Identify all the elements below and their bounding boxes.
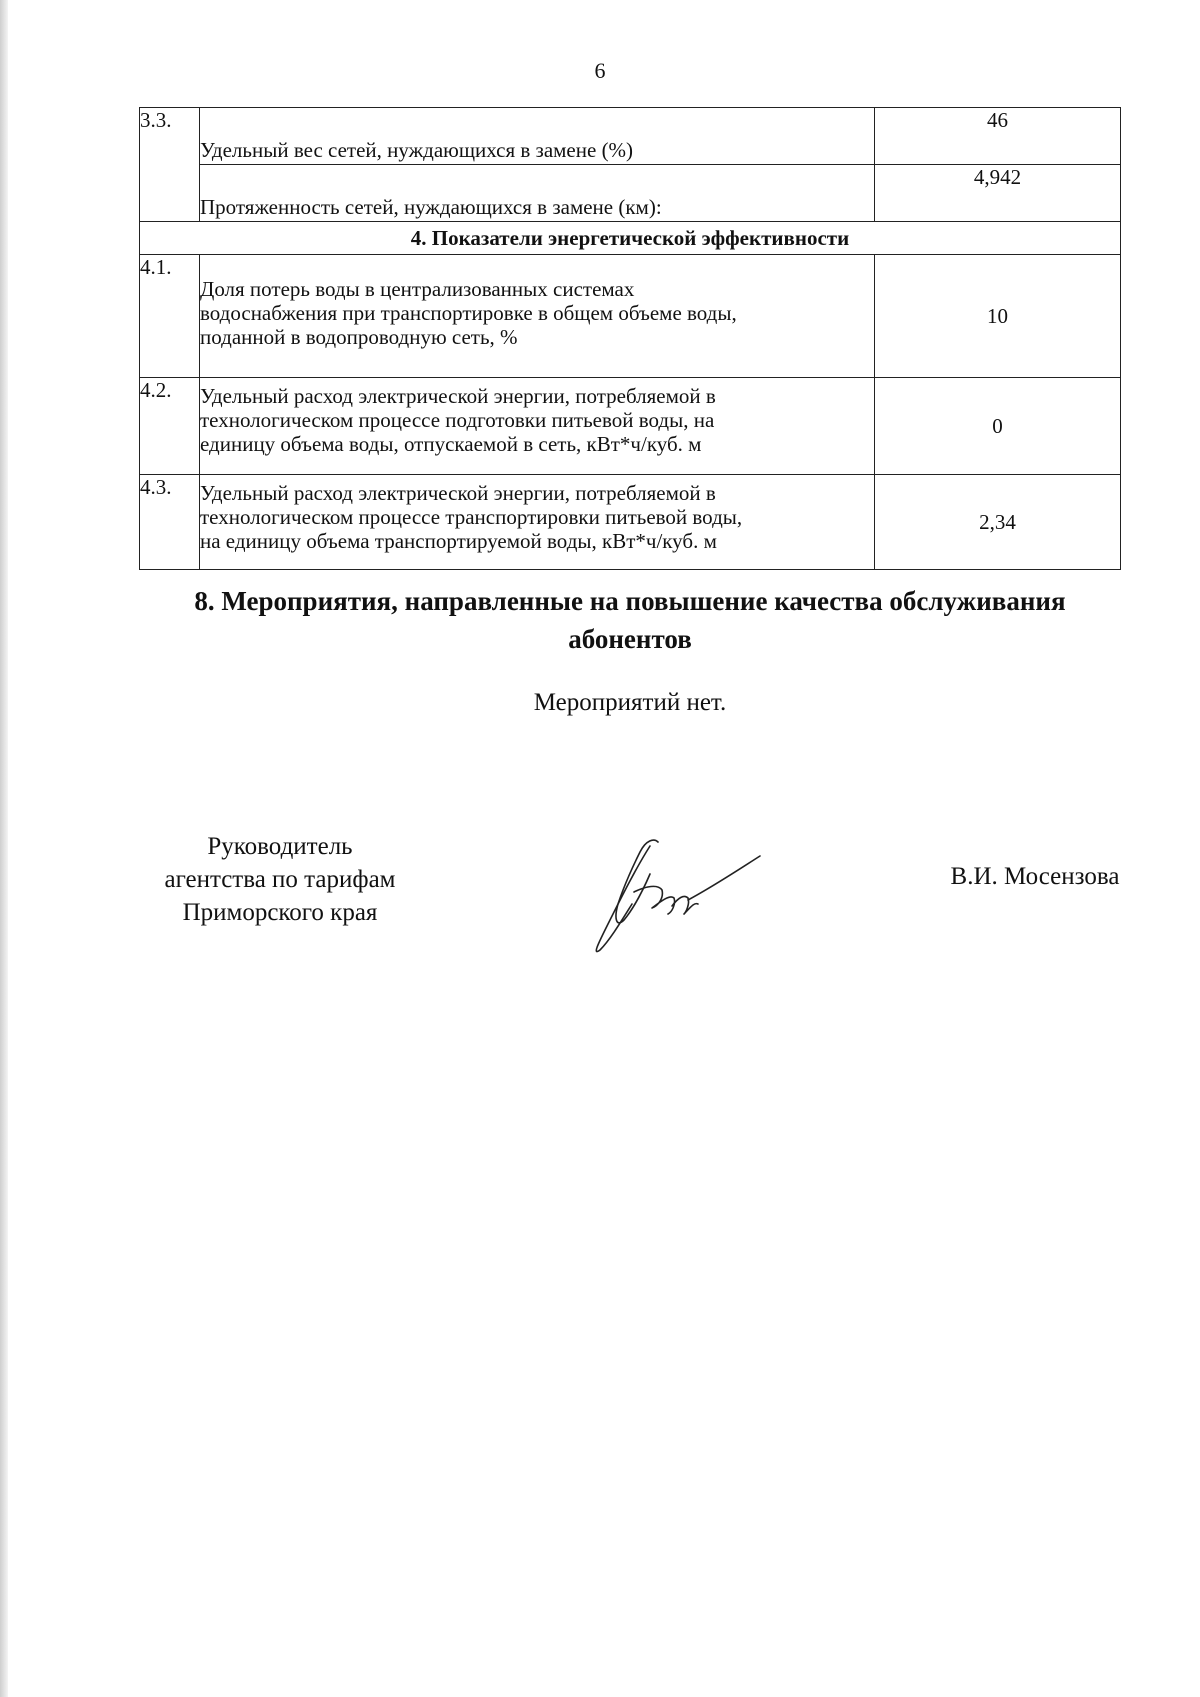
- signer-position: [130, 830, 430, 929]
- indicator-name-line: на единицу объема транспортируемой воды, кВт*ч/куб. м: [200, 529, 717, 553]
- indicator-name-line: Удельный расход электрической энергии, потребляемой в: [200, 481, 716, 505]
- indicators-table: [139, 107, 1121, 570]
- section-8-text: Мероприятий нет.: [533, 689, 727, 716]
- indicator-name-line: единицу объема воды, отпускаемой в сеть, кВт*ч/куб. м: [200, 432, 702, 456]
- indicator-name-line: Удельный расход электрической энергии, потребляемой в: [200, 384, 716, 408]
- signer-position-line: Приморского края: [182, 899, 378, 926]
- signer-position-line: агентства по тарифам: [164, 866, 396, 893]
- indicator-value: 46: [875, 108, 1121, 165]
- indicator-name-line: поданной в водопроводную сеть, %: [200, 325, 518, 349]
- row-number: 4.3.: [140, 475, 200, 570]
- section-8-heading: [140, 582, 1120, 658]
- indicator-name-line: технологическом процессе транспортировки питьевой воды,: [200, 505, 743, 529]
- signer-name: В.И. Мосензова: [950, 863, 1120, 890]
- indicator-name: Протяженность сетей, нуждающихся в замене (км):: [200, 165, 875, 222]
- handwritten-signature: [588, 828, 768, 958]
- indicator-name: [200, 475, 875, 570]
- page-number: 6: [594, 58, 606, 83]
- indicator-value: 0: [875, 378, 1121, 475]
- indicator-name-line: водоснабжения при транспортировке в общем объеме воды,: [200, 301, 737, 325]
- table-row: [140, 165, 1121, 222]
- indicator-name: [200, 378, 875, 475]
- indicator-value: 4,942: [875, 165, 1121, 222]
- signer-position-line: Руководитель: [207, 833, 353, 860]
- row-number: 4.1.: [140, 255, 200, 378]
- row-number: 3.3.: [140, 108, 200, 222]
- section-8-heading-line: 8. Мероприятия, направленные на повышение качества обслуживания: [194, 586, 1066, 616]
- indicator-name-line: Доля потерь воды в централизованных системах: [200, 277, 635, 301]
- table-row: [140, 378, 1121, 475]
- indicator-value: 2,34: [875, 475, 1121, 570]
- indicator-name-line: технологическом процессе подготовки питьевой воды, на: [200, 408, 715, 432]
- row-number: 4.2.: [140, 378, 200, 475]
- scan-edge: [0, 0, 8, 1697]
- indicator-value: 10: [875, 255, 1121, 378]
- section-8-heading-line: абонентов: [568, 624, 692, 654]
- section-title: 4. Показатели энергетической эффективности: [140, 222, 1121, 255]
- table-row: [140, 108, 1121, 165]
- indicator-name: [200, 255, 875, 378]
- table-row: [140, 255, 1121, 378]
- section-header-row: [140, 222, 1121, 255]
- indicator-name: Удельный вес сетей, нуждающихся в замене (%): [200, 108, 875, 165]
- table-row: [140, 475, 1121, 570]
